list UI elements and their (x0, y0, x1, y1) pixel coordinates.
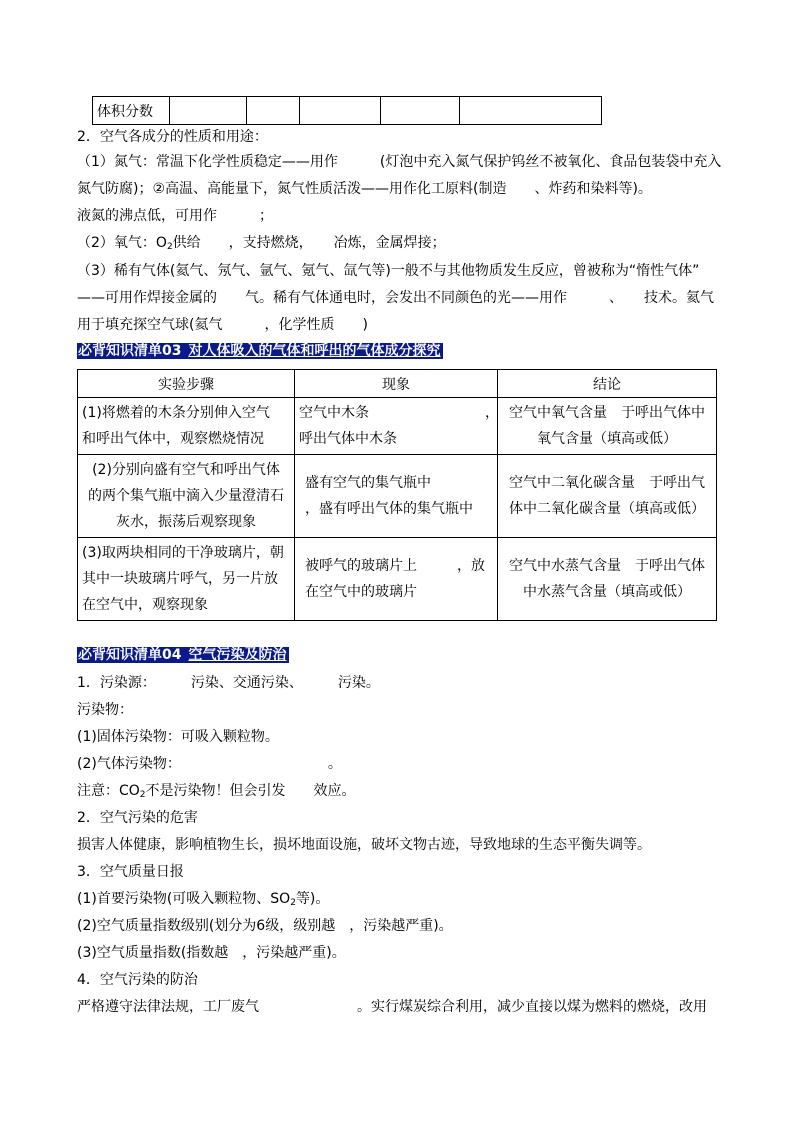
table-row (78, 398, 717, 455)
step-text: (1)将燃着的木条分别伸入空气 (82, 405, 270, 421)
air-quality-heading: 3．空气质量日报 (77, 864, 184, 880)
noble-gas-line-3: 用于填充探空气球(氦气 ，化学性质 ) (77, 317, 368, 333)
volume-fraction-label: 体积分数 (93, 97, 170, 125)
conclusion-cell (498, 398, 717, 455)
phenomenon-text: 被呼气的玻璃片上 ，放 (305, 558, 485, 574)
step-text: 的两个集气瓶中滴入少量澄清石 (88, 488, 284, 504)
blank-cell[interactable] (300, 97, 381, 125)
step-text: (2)分别向盛有空气和呼出气体 (92, 462, 280, 478)
section-title: 对人体吸入的气体和呼出的气体成分探究 (183, 343, 443, 359)
step-text: 灰水，振荡后观察现象 (116, 514, 256, 530)
pollutants-label: 污染物： (77, 702, 133, 718)
phenomenon-text: 呼出气体中木条 (299, 431, 397, 447)
nitrogen-line-3: 液氮的沸点低，可用作 ； (77, 208, 273, 224)
prevention-heading: 4．空气污染的防治 (77, 972, 198, 988)
header-phenomenon: 现象 (295, 370, 498, 398)
oxygen-line: （2）氧气：$O_2$供给 ，支持燃烧， 冶炼，金属焊接； (77, 235, 446, 252)
nitrogen-line-2: 氮气防腐)；②高温、高能量下，氮气性质活泼——用作化工原料(制造 、炸药和染料等)。 (77, 181, 652, 197)
conclusion-cell (498, 455, 717, 538)
table-row (78, 538, 717, 621)
blank-cell[interactable] (381, 97, 460, 125)
noble-gas-line-1: （3）稀有气体(氦气、氖气、氩气、氪气、氙气等)一般不与其他物质发生反应，曾被称为“惰性气体” (77, 263, 700, 279)
phenomenon-cell (295, 398, 498, 455)
conclusion-text: 体中二氧化碳含量（填高或低） (509, 501, 705, 517)
solid-pollutants-line: (1)固体污染物：可吸入颗粒物。 (77, 729, 279, 745)
blank-cell[interactable] (247, 97, 300, 125)
step-text: 在空气中，观察现象 (82, 597, 208, 613)
conclusion-text: 空气中二氧化碳含量 于呼出气 (509, 475, 705, 491)
conclusion-text: 中水蒸气含量（填高或低） (523, 584, 691, 600)
section-header-04 (77, 646, 289, 665)
conclusion-text: 空气中水蒸气含量 于呼出气体 (509, 558, 705, 574)
table-row (93, 97, 602, 125)
primary-pollutant-line: (1)首要污染物(可吸入颗粒物、$SO_2$等)。 (77, 891, 330, 908)
pollution-source-line: 1．污染源： 污染、交通污染、 污染。 (77, 675, 380, 691)
step-text: 其中一块玻璃片呼气，另一片放 (82, 571, 278, 587)
knowledge-tag: 必背知识清单03 (78, 343, 182, 359)
section-2-heading: 2．空气各成分的性质和用途： (77, 129, 268, 145)
conclusion-text: 氧气含量（填高或低） (537, 431, 677, 447)
header-conclusion: 结论 (498, 370, 717, 398)
section-header-03 (77, 342, 443, 361)
harm-heading: 2．空气污染的危害 (77, 810, 198, 826)
table-row (78, 455, 717, 538)
conclusion-cell (498, 538, 717, 621)
blank-cell[interactable] (170, 97, 247, 125)
nitrogen-line-1: （1）氮气：常温下化学性质稳定——用作 (灯泡中充入氮气保护钨丝不被氧化、食品包装袋中充入 (77, 154, 722, 170)
conclusion-text: 空气中氧气含量 于呼出气体中 (509, 405, 705, 421)
phenomenon-text: 空气中木条 ， (299, 405, 499, 421)
gas-pollutants-line: (2)气体污染物： 。 (77, 756, 342, 772)
aqi-index-line: (3)空气质量指数(指数越 ，污染越严重)。 (77, 945, 346, 961)
header-step: 实验步骤 (78, 370, 295, 398)
prevention-text: 严格遵守法律法规，工厂废气 。实行煤炭综合利用，减少直接以煤为燃料的燃烧，改用 (77, 999, 707, 1015)
noble-gas-line-2: ——可用作焊接金属的 气。稀有气体通电时，会发出不同颜色的光——用作 、 技术。氦气 (77, 290, 714, 306)
aqi-level-line: (2)空气质量指数级别(划分为6级，级别越 ，污染越严重)。 (77, 918, 453, 934)
co2-note-line: 注意：$CO_2$不是污染物！但会引发 效应。 (77, 783, 356, 800)
section-title: 空气污染及防治 (183, 647, 289, 663)
experiment-table (77, 369, 717, 621)
phenomenon-text: 盛有空气的集气瓶中 (305, 475, 431, 491)
step-text: 和呼出气体中，观察燃烧情况 (82, 431, 264, 447)
table-header-row (78, 370, 717, 398)
composition-table-tail (92, 96, 602, 125)
knowledge-tag: 必背知识清单04 (78, 647, 182, 663)
phenomenon-text: 在空气中的玻璃片 (305, 584, 417, 600)
harm-text: 损害人体健康，影响植物生长，损坏地面设施，破坏文物古迹，导致地球的生态平衡失调等。 (77, 837, 651, 853)
phenomenon-cell (295, 455, 498, 538)
step-cell (78, 455, 295, 538)
step-cell (78, 398, 295, 455)
phenomenon-cell (295, 538, 498, 621)
blank-cell[interactable] (460, 97, 602, 125)
phenomenon-text: ，盛有呼出气体的集气瓶中 (305, 501, 473, 517)
step-cell (78, 538, 295, 621)
step-text: (3)取两块相同的干净玻璃片，朝 (82, 545, 284, 561)
